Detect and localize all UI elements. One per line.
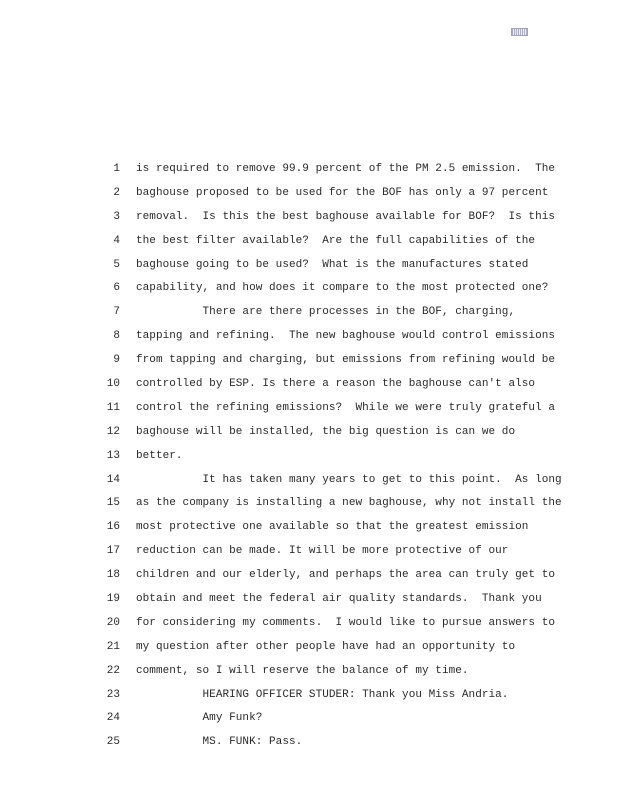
transcript-line <box>0 684 618 708</box>
line-number: 7 <box>113 306 120 319</box>
transcript-line <box>0 564 618 588</box>
transcript-line <box>0 588 618 612</box>
line-text: tapping and refining. The new baghouse would control emissions <box>136 330 556 343</box>
transcript-line <box>0 301 618 325</box>
line-number: 9 <box>113 354 120 367</box>
line-number: 8 <box>113 330 120 343</box>
transcript-line <box>0 182 618 206</box>
line-number: 21 <box>106 640 120 653</box>
line-number: 13 <box>106 449 120 462</box>
transcript-line <box>0 230 618 254</box>
line-text: better. <box>136 449 183 462</box>
transcript-page <box>0 158 618 755</box>
transcript-line <box>0 397 618 421</box>
line-text: my question after other people have had an opportunity to <box>136 640 516 653</box>
line-number: 17 <box>106 545 120 558</box>
transcript-line <box>0 636 618 660</box>
line-text: as the company is installing a new baghouse, why not install the <box>136 497 562 510</box>
line-number: 24 <box>106 712 120 725</box>
transcript-line <box>0 349 618 373</box>
line-text: comment, so I will reserve the balance of my time. <box>136 664 469 677</box>
corner-stamp-mark <box>511 28 528 36</box>
transcript-line <box>0 612 618 636</box>
line-number: 3 <box>113 210 120 223</box>
line-number: 16 <box>106 521 120 534</box>
transcript-line <box>0 660 618 684</box>
line-text: children and our elderly, and perhaps the area can truly get to <box>136 569 556 582</box>
transcript-line <box>0 516 618 540</box>
transcript-line <box>0 445 618 469</box>
line-number: 12 <box>106 425 120 438</box>
transcript-line <box>0 254 618 278</box>
line-text: removal. Is this the best baghouse available for BOF? Is this <box>136 210 556 223</box>
transcript-line <box>0 421 618 445</box>
transcript-line <box>0 492 618 516</box>
line-number: 25 <box>106 736 120 749</box>
line-number: 18 <box>106 569 120 582</box>
transcript-line <box>0 540 618 564</box>
line-text: Amy Funk? <box>136 712 263 725</box>
line-text: baghouse will be installed, the big question is can we do <box>136 425 516 438</box>
line-text: HEARING OFFICER STUDER: Thank you Miss Andria. <box>136 688 509 701</box>
line-text: There are there processes in the BOF, charging, <box>136 306 516 319</box>
line-number: 10 <box>106 378 120 391</box>
line-number: 4 <box>113 234 120 247</box>
line-text: most protective one available so that the greatest emission <box>136 521 529 534</box>
transcript-line <box>0 158 618 182</box>
transcript-line <box>0 469 618 493</box>
line-text: controlled by ESP. Is there a reason the baghouse can't also <box>136 378 536 391</box>
transcript-line <box>0 707 618 731</box>
line-text: obtain and meet the federal air quality standards. Thank you <box>136 593 542 606</box>
line-number: 1 <box>113 163 120 175</box>
line-number: 2 <box>113 186 120 199</box>
line-text: is required to remove 99.9 percent of the PM 2.5 emission. The <box>136 163 556 175</box>
transcript-line <box>0 731 618 755</box>
line-text: from tapping and charging, but emissions from refining would be <box>136 354 556 367</box>
line-number: 15 <box>106 497 120 510</box>
line-number: 14 <box>106 473 120 486</box>
line-text: capability, and how does it compare to the most protected one? <box>136 282 549 295</box>
line-number: 6 <box>113 282 120 295</box>
line-text: It has taken many years to get to this point. As long <box>136 473 562 486</box>
transcript-line <box>0 373 618 397</box>
line-text: baghouse proposed to be used for the BOF has only a 97 percent <box>136 186 549 199</box>
line-text: MS. FUNK: Pass. <box>136 736 303 749</box>
line-number: 20 <box>106 616 120 629</box>
line-text: control the refining emissions? While we were truly grateful a <box>136 401 556 414</box>
transcript-line <box>0 325 618 349</box>
line-text: for considering my comments. I would like to pursue answers to <box>136 616 556 629</box>
line-number: 22 <box>106 664 120 677</box>
line-number: 11 <box>106 401 120 414</box>
line-text: reduction can be made. It will be more protective of our <box>136 545 509 558</box>
transcript-line <box>0 206 618 230</box>
line-text: baghouse going to be used? What is the manufactures stated <box>136 258 529 271</box>
line-text: the best filter available? Are the full capabilities of the <box>136 234 536 247</box>
line-number: 19 <box>106 593 120 606</box>
transcript-line <box>0 277 618 301</box>
line-number: 23 <box>106 688 120 701</box>
line-number: 5 <box>113 258 120 271</box>
